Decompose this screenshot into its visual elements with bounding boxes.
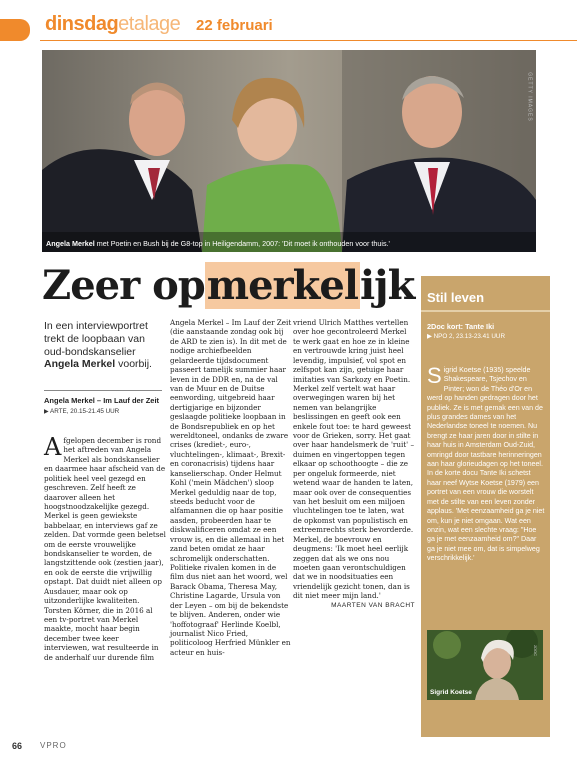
publication-logo: VPRO [40,741,67,750]
article-column-3 [293,318,415,609]
program-info [44,390,162,415]
play-arrow-icon: ▶ [427,333,432,340]
header-section: etalage [118,13,181,35]
program-title: Angela Merkel – Im Lauf der Zeit [44,396,160,405]
column-1-text: fgelopen december is rond het aftreden van Angela Merkel als bondskanselier en daarmee haar afscheid van de politiek heel veel gezegd en geschreven. Zelf heeft ze daarover alleen het hoogstnoodzakelijke gezegd. Merkel is geen gewiekste babbelaar, en interviews gaf ze zelden. Dat vormde geen beletsel om de eerste vrouwelijke bondskanselier te worden, de langstzittende ook (zestien jaar), en ook de eerste die vrijwillig opstapt. Dat duidt niet alleen op Ausdauer, maar ook op uitzonderlijke kwaliteiten. Torsten Körner, die in 2016 al een tv-portret van Merkel maakte, mocht haar begin december twee keer interviewen, wat resulteerde in de anderhalf uur durende film [44,436,166,662]
caption-name: Angela Merkel [46,239,95,248]
article-column-1 [44,433,166,662]
play-arrow-icon: ▶ [44,409,49,416]
sidebar-title: Stil leven [427,290,485,305]
header-day: dinsdag [45,13,119,35]
intro-text-end: voorbij. [115,358,152,371]
sidebar-program-title: 2Doc kort: Tante Iki [427,322,495,331]
article-column-2: Angela Merkel – Im Lauf der Zeit (die aanstaande zondag ook bij de ARD te zien is). In dit met de nodige archiefbeelden gelardeerde tijdsdocument passeert tamelijk summier haar leven in de DDR en, na de val van de Muur en de Duitse eenwording, uitgebreid haar dertigjarige en bijzonder geslaagde politieke loopbaan in de Bondsrepubliek en op het wereldtoneel, ondanks de zware crises (krediet-, euro-, vluchtelingen-, klimaat-, Brexit- en coronacrisis) tijdens haar kanselierschap. Onder Helmut Kohl ('mein Mädchen') sloop Merkel geduldig naar de top, steeds beducht voor de alfamannen die op haar positie aasden, probeerden haar te diskwalificeren omdat ze een vrouw is, en die allemaal in het zand beten omdat ze haar schromelijk onderschatten. Politieke rivalen komen in de film dus niet aan het woord, wel Barack Obama, Theresa May, Christine Lagarde, Ursula von der Leyen – om bij de bekendste te blijven. Anderen, onder wie 'hoffotograaf' Herlinde Koelbl, journalist Nico Fried, politicoloog Herfried Münkler en acteur en huis- [170,318,292,657]
sidebar-body: igrid Koetse (1935) speelde Shakespeare, Tsjechov en Pinter; won de Théo d'Or en werd op handen gedragen door het publiek. Ze is met gemak een van de plus grandes dames van het Nederlandse toneel te noemen. Nu brengt ze haar jaren door in stilte in haar huis in Amsterdam Oud-Zuid, omringd door tastbare herinneringen aan haar glorieudagen op het toneel. In de korte docu Tante Iki schetst haar neef Wytse Koetse (1979) een portret van een vrouw die worstelt met de stilte van een leven zonder applaus. 'Met eenzaamheid ga je niet om, kun je niet omgaan. Wat een onzin, wat een slechte vraag: "Hoe ga je met eenzaamheid om?" Daar ga je niet mee om, dat is simpelweg verschrikkelijk.' [427,366,545,563]
photo-caption [46,239,390,248]
header-tab [0,19,30,41]
article-headline [42,262,414,309]
sidebar-rule [421,310,550,312]
sidebar-program [427,322,545,340]
headline-highlight: merkel [206,262,358,309]
column-3-text: vriend Ulrich Matthes vertellen over hoe gecontroleerd Merkel te werk gaat en hoe ze in kleine en vertrouwde kring juist heel levendig, impulsief, vol spot en zelfspot kan zijn, getuige haar imitaties van Sarkozy en Poetin. Merkel zelf vertelt wat haar overwegingen waren bij het nemen van belangrijke beslissingen en geeft ook een enkele fout toe: te hard geweest voor de Grieken, sorry. Het gaat over haar handelsmerk de 'ruit' – duimen en vingertoppen tegen elkaar op schoothoogte – die ze per ongeluk formeerde, niet wetend waar de handen te laten, maar ook over de consequenties van het besluit om een miljoen vluchtelingen toe te laten, wat de opkomst van populistisch en extreemrechts sterk bevorderde. Merkel, de boevrouw en deugmens: 'Ik moet heel eerlijk zeggen dat als we ons nou moeten gaan verontschuldigen dat we in noodsituaties een vriendelijk gezicht tonen, dan is dit niet meer mijn land.' [293,318,415,601]
drop-cap: A [44,433,62,461]
headline-part-3: ijk [359,262,415,309]
sidebar-photo [427,630,543,700]
sidebar-program-meta [427,333,545,340]
lead-photo [42,50,536,252]
sidebar-box [421,276,550,737]
article-intro [44,320,162,371]
photo-credit: GETTY IMAGES [526,72,533,122]
lead-photo-illustration [42,50,536,252]
sidebar-drop-cap: S [427,363,442,388]
intro-name: Angela Merkel [44,358,116,371]
header-date: 22 februari [196,17,273,34]
program-meta-text: ARTE, 20.15-21.45 UUR [50,408,120,416]
sidebar-program-meta-text: NPO 2, 23.13-23.41 UUR [433,333,505,340]
headline-part-1: Zeer op [42,262,205,309]
caption-text: met Poetin en Bush bij de G8-top in Heiligendamm, 2007: 'Dit moet ik onthouden voor thuis.' [94,239,390,248]
author-signature: MAARTEN VAN BRACHT [331,601,415,609]
sidebar-text [427,363,545,564]
intro-text: In een interviewportret trekt de loopbaan van oud-bondskanselier [44,320,148,358]
program-meta [44,408,162,415]
page-number: 66 [12,741,23,751]
sidebar-photo-caption: Sigrid Koetse [430,689,472,696]
header-section-title [45,13,180,36]
page-header [0,0,577,44]
sidebar-photo-credit: 2DOC [532,644,538,657]
header-rule [40,40,577,41]
